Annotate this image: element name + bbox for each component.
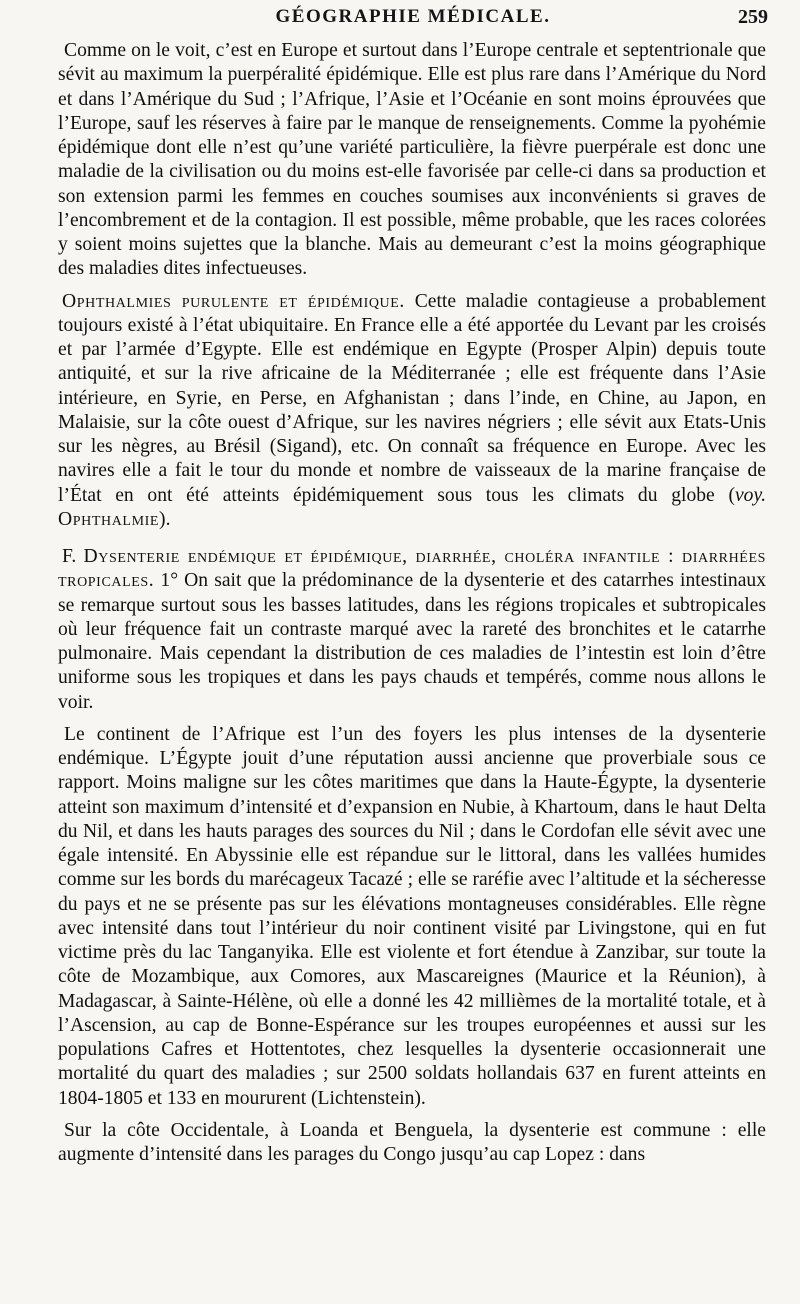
paragraph-dysentery-intro-text: 1° On sait que la prédominance de la dysenterie et des catarrhes intestinaux se remarque surtout sous les basses latitudes, dans les régions tropicales et subtropicales où leur fréquence fait un contraste marqué avec la rareté des bronchites et le catarrhe pulmonaire. Mais cependant la distribution de ces maladies de l’intestin est loin d’être uniforme sous les tropiques et dans les pays chauds et tempérés, comme nous allons le voir. xyxy=(58,570,766,713)
voy-abbrev: voy. xyxy=(734,484,766,506)
section-gap xyxy=(58,532,766,545)
cross-reference-ophthalmie: Ophthalmie xyxy=(58,508,160,530)
paragraph-africa-dysentery: Le continent de l’Afrique est l’un des foyers les plus intenses de la dysenterie endémique. L’Égypte jouit d’une réputation aussi ancienne que proverbiale sous ce rapport. Moins maligne sur les côtes maritimes que dans la Haute-Égypte, la dysenterie atteint son maximum d’intensité et d’expansion en Nubie, à Khartoum, dans le haut Delta du Nil, et dans les hauts parages des sources du Nil ; dans le Cordofan elle sévit avec une égale intensité. En Abyssinie elle est répandue sur le littoral, dans les vallées humides comme sur les bords du marécageux Tacazé ; elle se raréfie avec l’altitude et la sécheresse du pays et ne se présente pas sur les élévations montagneuses considérables. Elle règne avec intensité dans tout l’intérieur du noir continent visité par Livingstone, qui en fut victime près du lac Tanganyika. Elle est violente et fort étendue à Zanzibar, sur toute la côte de Mozambique, aux Comores, aux Mascareignes (Maurice et la Réunion), à Madagascar, à Sainte-Hélène, où elle a donné les 42 millièmes de la mortalité totale, et à l’Ascension, au cap de Bonne-Espérance sur les troupes européennes et aussi sur les populations Cafres et Hottentotes, chez lesquelles la dysenterie occasionnerait une mortalité du quart des maladies ; sur 2500 soldats hollandais 637 en furent atteints en 1804-1805 et 133 en moururent (Lichtenstein). xyxy=(58,723,766,1109)
section-heading-ophthalmia: Ophthalmies purulente et épidémique. xyxy=(62,290,405,312)
section-heading-dysentery: Dysenterie endémique et épidémique, diarrhée, choléra infantile : diarrhées tropicales. xyxy=(58,546,766,592)
paragraph-ophthalmia xyxy=(58,290,766,533)
paragraph-puerperal-fever: Comme on le voit, c’est en Europe et surtout dans l’Europe centrale et septentrionale que sévit au maximum la puerpéralité épidémique. Elle est plus rare dans l’Amérique du Nord et dans l’Amérique du Sud ; l’Afrique, l’Asie et l’Océanie en sont moins éprouvées que l’Europe, sauf les réserves à faire par le manque de renseignements. Comme la pyohémie épidémique dont elle n’est qu’une variété particulière, la fièvre puerpérale est donc une maladie de la civilisation ou du moins est-elle favorisée par celle-ci dans sa production et son extension parmi les femmes en couches soumises aux inconvénients si graves de l’encombrement et de la contagion. Il est possible, même probable, que les races colorées y soient moins sujettes que la blanche. Mais au demeurant c’est la moins géographique des maladies dites infectueuses. xyxy=(58,40,766,280)
paragraph-ophthalmia-end: ). xyxy=(159,508,171,530)
section-letter: F. xyxy=(62,546,77,567)
running-title: GÉOGRAPHIE MÉDICALE. xyxy=(275,6,551,27)
paragraph-gap xyxy=(58,282,766,290)
paragraph-gap xyxy=(58,1111,766,1119)
paragraph-dysentery-intro xyxy=(58,545,766,715)
page-number: 259 xyxy=(738,6,768,28)
text-body xyxy=(58,39,766,1167)
running-head xyxy=(58,6,768,30)
paragraph-west-coast: Sur la côte Occidentale, à Loanda et Benguela, la dysenterie est commune : elle augmente d’intensité dans les parages du Congo jusqu’au cap Lopez : dans xyxy=(58,1119,766,1165)
paragraph-gap xyxy=(58,715,766,723)
paragraph-ophthalmia-text: Cette maladie contagieuse a probablement toujours existé à l’état ubiquitaire. En France elle a été apportée du Levant par les croisés et par l’armée d’Egypte. Elle est endémique en Egypte (Prosper Alpin) depuis toute antiquité, et sur la rive africaine de la Méditerranée ; elle est fréquente dans l’Asie intérieure, en Syrie, en Perse, en Afghanistan ; dans l’inde, en Chine, au Japon, en Malaisie, sur la côte ouest d’Afrique, sur les navires négriers ; elle sévit aux Etats-Unis sur les nègres, au Brésil (Sigand), etc. On connaît sa fréquence en Europe. Avec les navires elle a fait le tour du monde et nombre de vaisseaux de la marine française de l’État en ont été atteints épidémiquement sous tous les climats du globe ( xyxy=(58,290,767,506)
